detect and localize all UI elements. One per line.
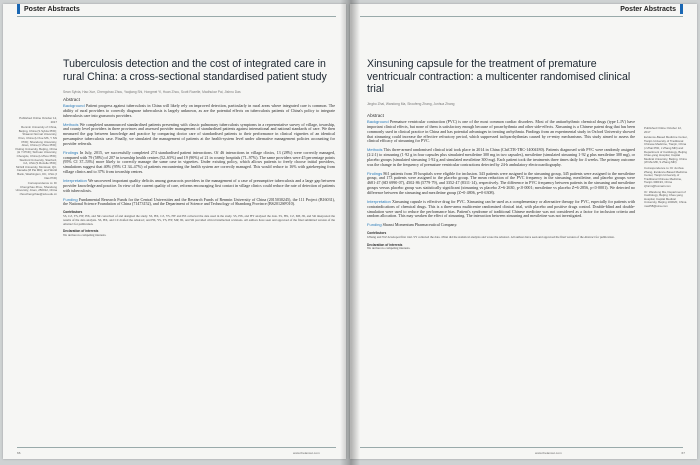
affiliations: Evidence-Based Medicine Center, Tianjin University of Traditional Chinese Medicine, Tianjin, China (J Zhai PhD, J Zhang MD) and Department of Cardiology, Beijing Chao-yang Hospital, Capital Medical University, Beijing, China (W Ma MD, S Zhang MD) — [644, 135, 688, 165]
abstract-heading: Abstract — [367, 113, 384, 118]
declaration-text: We declare no competing interests. — [63, 233, 107, 238]
declaration-label: Declaration of interests — [63, 229, 99, 234]
section-label: Interpretation — [63, 177, 87, 183]
article-title: Tuberculosis detection and the cost of integrated care in rural China: a cross-sectional standardised patient study — [63, 58, 327, 83]
footer-rule — [360, 447, 683, 448]
left-page — [3, 4, 346, 459]
correspondence: Correspondence to: Dr Junhua Zhang, Evidence-Based Medicine Center, Tianjin University of Traditional Chinese Medicine, Tianjin 300193, China zjhtcm@foxmail.com — [644, 165, 688, 188]
section-color-bar — [680, 4, 683, 14]
affiliations-sidebar — [644, 127, 688, 210]
section-text: Premature ventricular contraction (PVC) is one of the most common cardiac disorders. Most of the antiarrhythmic chemical drugs (type I–IV) have important clinical effects, but none of them is satisfactory enough because of proarrhythmia and other side-effects. Xinsuning is a Chinese patent drug that has been commonly used in clinical practice in China and has potential advantages in treating arrhythmia. Findings from an experimental study in Oxford University showed that xinsuning could increase the effective refractory period, which suppressed tachyarrhythmias caused by re-entry mechanisms. This study aimed to assess the clinical efficacy of xinsuning for PVC. — [367, 119, 635, 144]
section-label: Interpretation — [367, 198, 391, 204]
affiliations: Renmin University of China, Beijing, China (S Sylvia PhD); Shaanxi Normal University, Xi'an, China (H Xue MS, Y Shi PhD); Shandong University, Jinan, China (C Zhou PhD); Peking University, Beijing, China (H Yi PhD); Sichuan University, Chengdu, China (H Zhou PhD); Stanford University, Stanford, CA, USA (S Rozelle PhD); McGill University, Montreal, QC, Canada (M Pai MD); and World Bank, Washington, DC, USA (J Das PhD) — [15, 125, 57, 180]
correspondence-alt: Or: Wandong Ma, Department of Cardiology, Beijing Chao-yang Hospital, Capital Medical University, Beijing 100020, China mwd58@sina.com — [644, 189, 687, 208]
abstract-body — [367, 120, 635, 255]
section-header-label: Poster Abstracts — [620, 6, 676, 13]
section-text: Shanxi Momentum Pharmaceutical Company. — [382, 222, 458, 228]
section-label: Methods — [63, 121, 79, 127]
section-label: Findings — [367, 170, 383, 176]
contributors-label: Contributors — [367, 231, 387, 236]
journal-site: www.thelancet.com — [293, 451, 320, 455]
author-list: Sean Sylvia, Hao Xue, Chengchao Zhou, Yaojiang Shi, Hongmei Yi, Huan Zhou, Scott Rozelle, Madhukar Pai, Jishnu Das — [63, 90, 241, 94]
page-number: 67 — [681, 451, 685, 455]
section-text: 861 patients from 39 hospitals were eligible for inclusion. 343 patients were assigned to the xinsuning group, 345 patients were assigned to the mexiletine group, and 173 patients were assigned to the placebo group. The mean reduction of the PVC frequency in the xinsuning, mexiletine, and placebo groups were 4681·47 (SD 6990·07), 4502·86 (5779·79), and 3352·47 (8311·14), respectively. The difference in PVC frequency between patients in the xinsuning and mexiletine groups versus placebo group was statistically significant (xinsuning vs placebo Z=6·2630, p<0·0001; mexiletine vs placebo Z=6·2856, p<0·0001). We detected no difference between the xinsuning and mexiletine group (Z=0·4806, p=0·6308). — [367, 170, 635, 195]
abstract-section — [367, 200, 635, 219]
abstract-section — [63, 151, 335, 175]
author-list: Jingbo Zhai, Wandong Ma, Shoufeng Zhang, Junhua Zhang — [367, 102, 455, 106]
section-label: Funding — [367, 222, 382, 228]
section-label: Findings — [63, 149, 79, 155]
contributors-label: Contributors — [63, 210, 83, 215]
abstract-section — [367, 172, 635, 196]
contributors-block — [63, 211, 335, 226]
contributors-text: JZhang and WZ developed first trial. SY collected the data. JZhai did the statistical analysis and wrote the Abstract. All authors have seen and approved the final version of the Abstract for publication. — [367, 234, 615, 239]
abstract-section — [63, 179, 335, 194]
abstract-body — [63, 104, 335, 242]
footer-rule — [17, 447, 336, 448]
section-text: Fundamental Research Funds for the Central Universities and the Research Funds of Renmin University of China (2015030245), the 111 Project (B16031), the National Science Foundation of China (71473152), and the Department of Science and Technology of Shandong Province (BS2012SF010). — [63, 196, 335, 207]
section-label: Methods — [367, 147, 383, 153]
section-label: Background — [367, 119, 389, 124]
abstract-section — [63, 198, 335, 208]
abstract-section — [367, 148, 635, 167]
declaration-text: We declare no competing interests. — [367, 246, 411, 251]
section-text: In July, 2015, we successfully completed 274 standardised patient interactions. Of 46 interactions in village clinics, 13 (28%) were correctly managed, compared with 79 (58%) of 207 in township health centres (52–65%) and 19 (90%) of 21 in county hospitals (71–97%). The same providers were 45 percentage points (95% CI 37–53%) more likely to correctly manage the same case in vignettes. Under existing policy, which allows patients to freely choose initial providers, simulations suggest that 40% (95% CI 34–47%) of patients encountering the health system are correctly managed. This would reduce to 16% with gatekeeping from village clinics and to 37% from township centres. — [63, 149, 336, 175]
section-label: Background — [63, 103, 85, 108]
right-page — [350, 4, 697, 459]
abstract-heading: Abstract — [63, 97, 80, 102]
abstract-section — [367, 120, 635, 144]
section-header — [17, 4, 80, 16]
declaration-block — [367, 244, 635, 252]
section-text: Patient progress against tuberculosis in China will likely rely on improved detection, particularly in rural areas where integrated care is common. The ability of rural providers to correctly diagnose tuberculosis is largely unknown, as are the potential effects on tuberculosis patients of China's policy to integrate tuberculosis care into grassroots providers. — [63, 103, 335, 118]
abstract-section — [63, 123, 335, 147]
section-text: We uncovered important quality deficits among grassroots providers in the management of a case of presumptive tuberculosis and a large gap between provider knowledge and practice. In view of the current quality of care, reforms encouraging first contact in village clinics could reduce the rate of detection of patients with tuberculosis. — [63, 177, 335, 193]
section-text: This three-armed randomised clinical trial took place in 2014 in China (ChiCTR-TRC-14004180). Patients diagnosed with PVC were randomly assigned (2:2:1) to xinsuning (1·92 g in four capsules plus simulated mexiletine 300 mg in two capsules), mexiletine (simulated xinsuning 1·92 g plus mexiletine 300 mg), or placebo groups (simulated xinsuning 1·92 g and simulated mexiletine 300 mg). Each patient took the treatments three times daily for 4 weeks. The primary outcome was the change in the frequency of premature ventricular contractions detected by 24-h ambulatory electrocardiography. — [367, 147, 635, 167]
article-title: Xinsuning capsule for the treatment of premature ventricualr contraction: a multicenter randomised clinical trial — [367, 58, 631, 95]
published-online: Published Online October 12, 2017 — [19, 116, 57, 124]
section-text: We completed unannounced standardised patients presenting with classic pulmonary tuberculosis symptoms in a representative survey of village, township, and county level providers in three provinces and assessed provider management of standardised patients against international and national standards of care. We then measured the gap between knowledge and practice by comparing doctor care of standardised patients to their performance in clinical vignettes of an identical presumptive tuberculosis case. Finally, we simulated the management of patients at the health-system level under alternative management policies accounting for provider referrals. — [63, 121, 335, 146]
header-rule — [360, 16, 683, 17]
contributors-text: SS, CZ, YS, HY, HX, and SR conceived of and designed the study. SS, HX, CZ, YS, HY and HZ collected the data used in the study. SS, HX, and HY analysed the data. SS, HX, CZ, MP, JD, and SR interpreted the results of the data analysis. SS, HX, and CZ drafted the Abstract; and HZ, YS, YS, HY, MP, JD, and SR provided critical intellectual revisions. All authors have seen and approved of the final submitted version of the Abstract for publication. — [63, 213, 335, 226]
header-rule — [17, 16, 336, 17]
journal-site: www.thelancet.com — [535, 451, 562, 455]
section-text: Xinsuning capsule is effective drug for PVC. Xinsuning can be used as a complementary or alternative therapy for PVC, especially for patients with contraindications of chemical drugs. This is a three-arms multicentre randomised clinical trial, with placebo and positive drugs control. Double-blind and double-simulation were used to reduce the performance bias. Patient's syndrome of traditional Chinese medicine was not considered as a factor for inclusion criteria and random allocation. This may weaken the effect of xinsuning. The interaction between xinsuning and mexiletine was not investigated. — [367, 198, 635, 219]
abstract-section — [367, 223, 635, 228]
section-label: Funding — [63, 196, 78, 202]
declaration-label: Declaration of interests — [367, 242, 403, 247]
section-header — [620, 4, 683, 16]
section-header-label: Poster Abstracts — [24, 6, 80, 13]
affiliations-sidebar — [15, 117, 57, 198]
page-number: 66 — [17, 451, 21, 455]
section-color-bar — [17, 4, 20, 14]
published-online: Published Online October 12, 2017 — [644, 126, 682, 134]
correspondence: Correspondence to: Dr Chengchao Zhou, Shandong University, Jinan, 250012, China zhouchengchao@sdu.edu.cn — [15, 181, 57, 196]
declaration-block — [63, 230, 335, 238]
abstract-section — [63, 104, 335, 119]
contributors-block — [367, 232, 635, 240]
